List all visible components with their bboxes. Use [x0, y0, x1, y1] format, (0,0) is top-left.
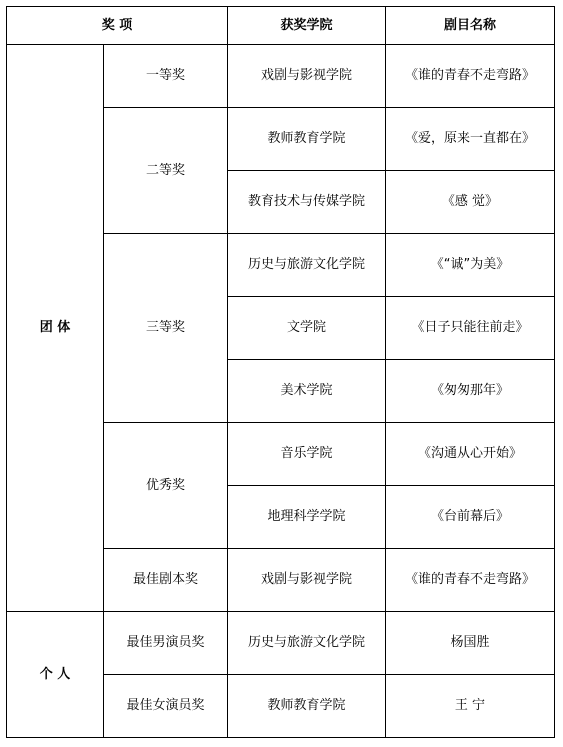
- play-cell: 《匆匆那年》: [386, 360, 555, 423]
- header-award: 奖 项: [7, 7, 228, 45]
- group-team: 团 体: [7, 45, 104, 612]
- award-third: 三等奖: [104, 234, 228, 423]
- table-row: [7, 45, 555, 108]
- award-second: 二等奖: [104, 108, 228, 234]
- table-row: [7, 612, 555, 675]
- award-first: 一等奖: [104, 45, 228, 108]
- play-cell: 《谁的青春不走弯路》: [386, 45, 555, 108]
- play-cell: 《感 觉》: [386, 171, 555, 234]
- college-cell: 历史与旅游文化学院: [228, 234, 386, 297]
- winner-cell: 王 宁: [386, 675, 555, 738]
- header-play: 剧目名称: [386, 7, 555, 45]
- play-cell: 《谁的青春不走弯路》: [386, 549, 555, 612]
- college-cell: 地理科学学院: [228, 486, 386, 549]
- play-cell: 《“诚”为美》: [386, 234, 555, 297]
- winner-cell: 杨国胜: [386, 612, 555, 675]
- college-cell: 美术学院: [228, 360, 386, 423]
- awards-table: [6, 6, 555, 738]
- play-cell: 《日子只能往前走》: [386, 297, 555, 360]
- group-individual: 个 人: [7, 612, 104, 738]
- college-cell: 戏剧与影视学院: [228, 549, 386, 612]
- college-cell: 教师教育学院: [228, 675, 386, 738]
- college-cell: 戏剧与影视学院: [228, 45, 386, 108]
- table-header-row: [7, 7, 555, 45]
- award-best-script: 最佳剧本奖: [104, 549, 228, 612]
- college-cell: 音乐学院: [228, 423, 386, 486]
- college-cell: 文学院: [228, 297, 386, 360]
- college-cell: 教师教育学院: [228, 108, 386, 171]
- play-cell: 《爱，原来一直都在》: [386, 108, 555, 171]
- college-cell: 教育技术与传媒学院: [228, 171, 386, 234]
- header-college: 获奖学院: [228, 7, 386, 45]
- college-cell: 历史与旅游文化学院: [228, 612, 386, 675]
- award-best-actress: 最佳女演员奖: [104, 675, 228, 738]
- award-excellent: 优秀奖: [104, 423, 228, 549]
- play-cell: 《台前幕后》: [386, 486, 555, 549]
- award-best-actor: 最佳男演员奖: [104, 612, 228, 675]
- play-cell: 《沟通从心开始》: [386, 423, 555, 486]
